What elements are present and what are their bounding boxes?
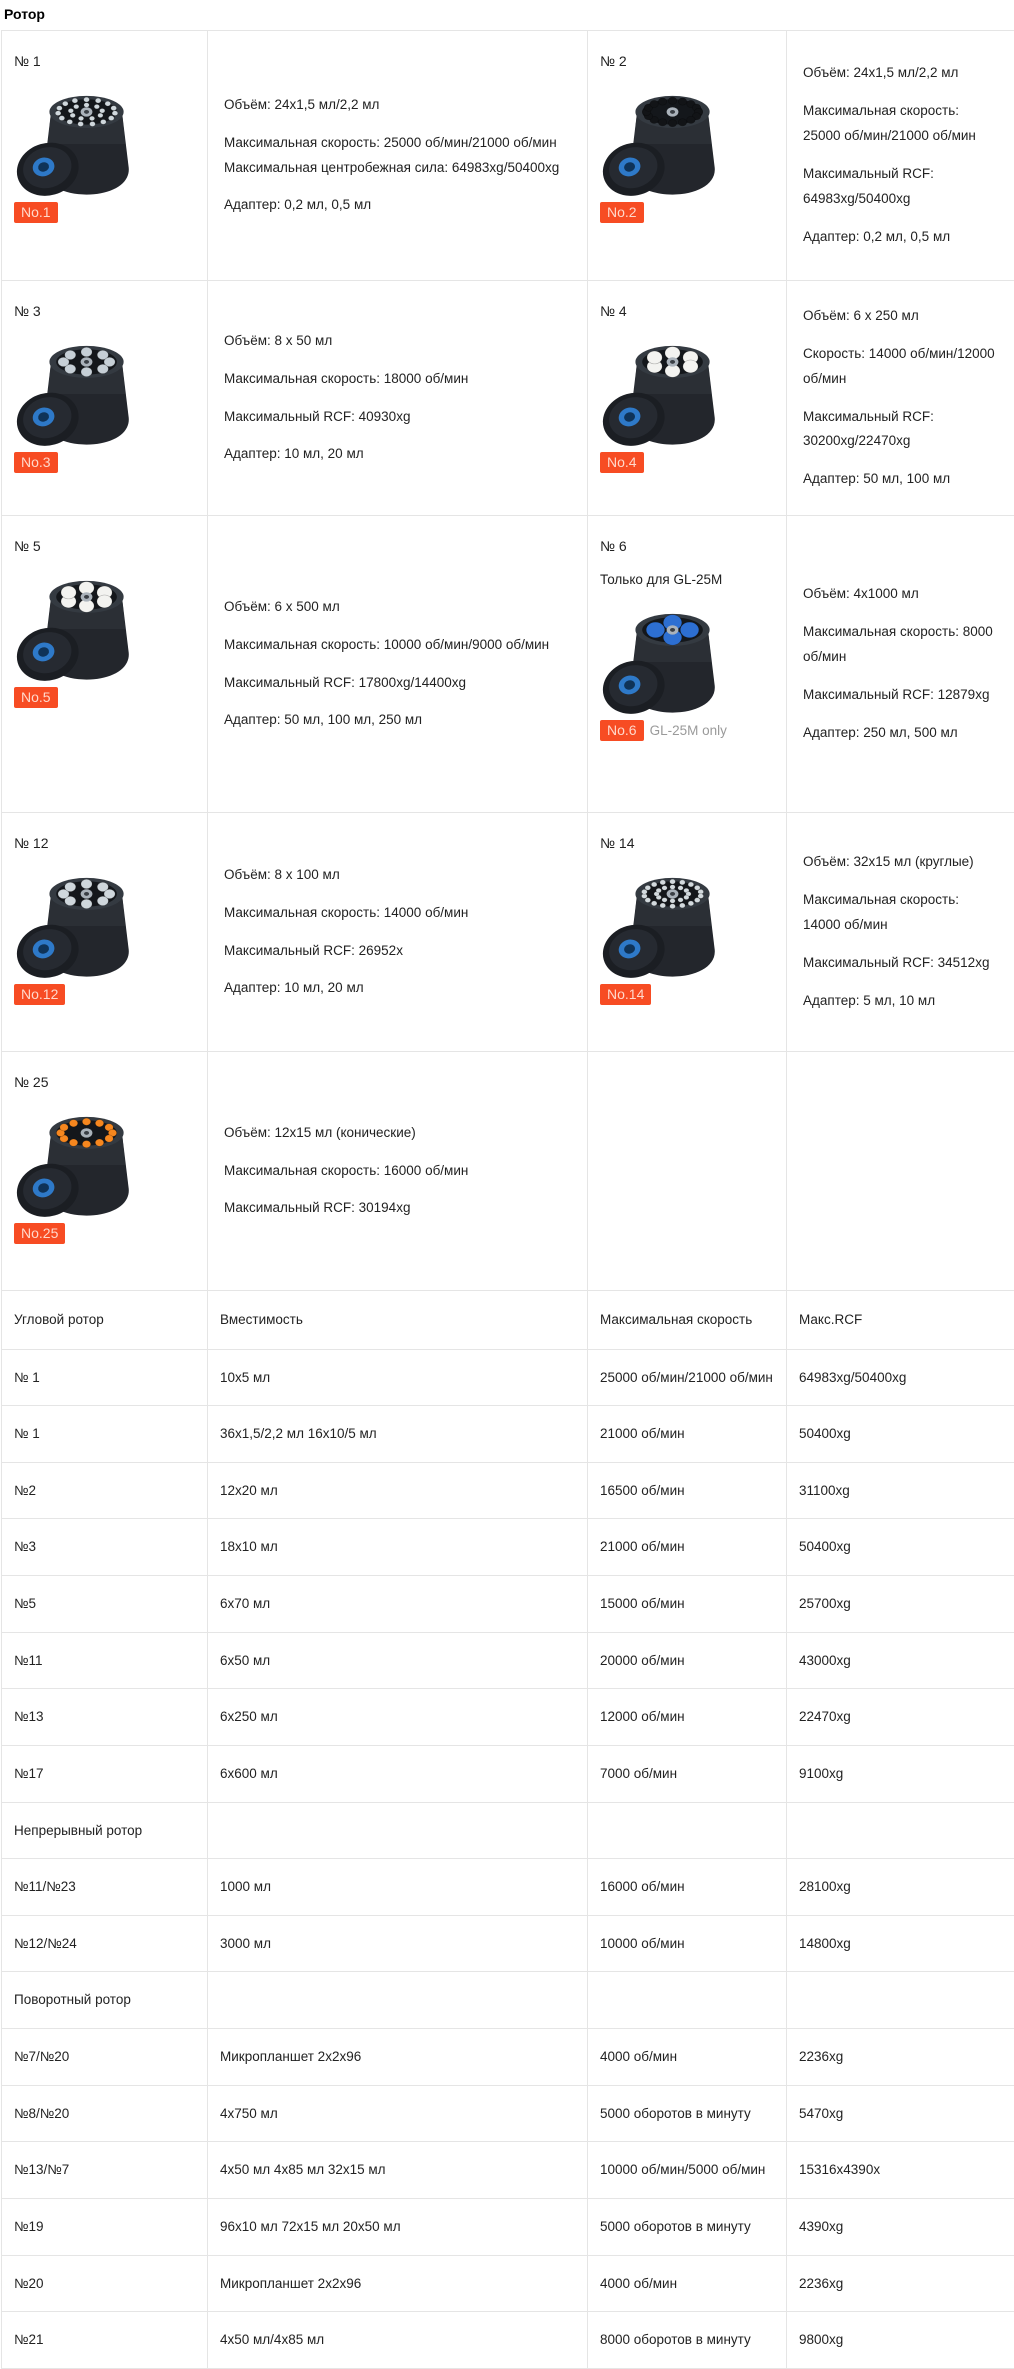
- spec-paragraph: Объём: 32x15 мл (круглые): [803, 850, 999, 875]
- spec-table-row: [2, 1349, 1014, 1406]
- rotor-spec-cell: [787, 813, 1014, 1052]
- spec-table-cell: 12x20 мл: [208, 1462, 588, 1519]
- spec-table-cell: Поворотный ротор: [2, 1972, 208, 2029]
- spec-table-cell: 6x50 мл: [208, 1632, 588, 1689]
- spec-table-header-row: [2, 1291, 1014, 1350]
- spec-table-cell: 3000 мл: [208, 1915, 588, 1972]
- rotor-image: [14, 323, 197, 454]
- spec-paragraph: Максимальная скорость: 14000 об/мин: [224, 901, 571, 926]
- spec-table-cell: 4x50 мл 4x85 мл 32x15 мл: [208, 2142, 588, 2199]
- rotor-number-label: № 3: [14, 303, 197, 319]
- spec-table-cell: 5470xg: [787, 2085, 1014, 2142]
- spec-paragraph: Максимальный RCF: 12879xg: [803, 683, 999, 708]
- rotor-number-badge: No.12: [14, 984, 65, 1005]
- rotor-spec-cell: [787, 1052, 1014, 1291]
- rotor-number-badge: No.25: [14, 1223, 65, 1244]
- spec-table-header-cell: Вместимость: [208, 1291, 588, 1350]
- spec-table-row: [2, 1972, 1014, 2029]
- spec-table-cell: 6x70 мл: [208, 1576, 588, 1633]
- rotor-cell: [2, 813, 208, 1052]
- spec-table-cell: 21000 об/мин: [588, 1519, 787, 1576]
- spec-paragraph: Объём: 12x15 мл (конические): [224, 1121, 571, 1146]
- spec-table-cell: 64983xg/50400xg: [787, 1349, 1014, 1406]
- spec-table-cell: №7/№20: [2, 2029, 208, 2086]
- spec-paragraph: Адаптер: 50 мл, 100 мл, 250 мл: [224, 708, 571, 733]
- spec-paragraph: Адаптер: 0,2 мл, 0,5 мл: [803, 225, 999, 250]
- spec-paragraph: Максимальная скорость: 16000 об/мин: [224, 1159, 571, 1184]
- spec-table-cell: №12/№24: [2, 1915, 208, 1972]
- spec-paragraph: Объём: 6 x 250 мл: [803, 304, 999, 329]
- spec-table-header-cell: Макс.RCF: [787, 1291, 1014, 1350]
- spec-table-cell: №8/№20: [2, 2085, 208, 2142]
- spec-table-cell: 21000 об/мин: [588, 1406, 787, 1463]
- spec-table-cell: 7000 об/мин: [588, 1745, 787, 1802]
- spec-table-row: [2, 2029, 1014, 2086]
- rotor-cell: [2, 31, 208, 281]
- spec-table-cell: 4x750 мл: [208, 2085, 588, 2142]
- spec-table-cell: 5000 оборотов в минуту: [588, 2085, 787, 2142]
- spec-table-cell: №11/№23: [2, 1859, 208, 1916]
- spec-table-cell: 15000 об/мин: [588, 1576, 787, 1633]
- spec-table-cell: № 1: [2, 1406, 208, 1463]
- spec-table-cell: 4000 об/мин: [588, 2255, 787, 2312]
- spec-paragraph: Максимальный RCF: 30200xg/22470xg: [803, 405, 999, 455]
- rotor-cell: [588, 281, 787, 516]
- rotor-number-label: № 1: [14, 53, 197, 69]
- spec-table-row: [2, 1689, 1014, 1746]
- spec-table-cell: 6x600 мл: [208, 1745, 588, 1802]
- spec-table-row: [2, 1745, 1014, 1802]
- spec-table-row: [2, 1519, 1014, 1576]
- spec-paragraph: Максимальная скорость: 8000 об/мин: [803, 620, 999, 670]
- rotor-badge-row: [14, 984, 197, 1005]
- spec-table-cell: 15316x4390x: [787, 2142, 1014, 2199]
- spec-paragraph: Объём: 24x1,5 мл/2,2 мл: [803, 61, 999, 86]
- spec-table-row: [2, 1632, 1014, 1689]
- spec-table-cell: 96x10 мл 72x15 мл 20x50 мл: [208, 2198, 588, 2255]
- spec-table-cell: 16500 об/мин: [588, 1462, 787, 1519]
- rotor-number-label: № 2: [600, 53, 776, 69]
- rotor-image: [14, 855, 197, 986]
- spec-paragraph: Адаптер: 0,2 мл, 0,5 мл: [224, 193, 571, 218]
- spec-table-cell: №17: [2, 1745, 208, 1802]
- spec-table-header-cell: Максимальная скорость: [588, 1291, 787, 1350]
- spec-table-cell: №11: [2, 1632, 208, 1689]
- spec-paragraph: Адаптер: 10 мл, 20 мл: [224, 442, 571, 467]
- gallery-row: [2, 281, 1014, 516]
- rotor-image: [14, 73, 197, 204]
- spec-table-cell: №13: [2, 1689, 208, 1746]
- spec-paragraph: Объём: 6 x 500 мл: [224, 595, 571, 620]
- rotor-cell: [588, 813, 787, 1052]
- spec-table-cell: 36x1,5/2,2 мл 16x10/5 мл: [208, 1406, 588, 1463]
- spec-table-cell: №21: [2, 2312, 208, 2369]
- spec-table-cell: 4x50 мл/4x85 мл: [208, 2312, 588, 2369]
- spec-paragraph: Объём: 8 x 50 мл: [224, 329, 571, 354]
- spec-table-cell: №2: [2, 1462, 208, 1519]
- rotor-image-caption: GL-25M only: [650, 723, 727, 738]
- rotor-badge-row: [14, 687, 197, 708]
- spec-table-cell: 4000 об/мин: [588, 2029, 787, 2086]
- spec-paragraph: Объём: 4x1000 мл: [803, 582, 999, 607]
- spec-table-cell: 10000 об/мин: [588, 1915, 787, 1972]
- spec-table-cell: Непрерывный ротор: [2, 1802, 208, 1859]
- rotor-number-badge: No.2: [600, 202, 644, 223]
- spec-table-cell: 50400xg: [787, 1519, 1014, 1576]
- spec-table-row: [2, 2198, 1014, 2255]
- rotor-cell: [588, 1052, 787, 1291]
- spec-paragraph: Объём: 24x1,5 мл/2,2 мл: [224, 93, 571, 118]
- spec-table-cell: 20000 об/мин: [588, 1632, 787, 1689]
- spec-paragraph: Максимальная скорость: 18000 об/мин: [224, 367, 571, 392]
- spec-table-cell: 2236xg: [787, 2029, 1014, 2086]
- spec-table-row: [2, 1406, 1014, 1463]
- spec-table-cell: №3: [2, 1519, 208, 1576]
- spec-table-cell: 18x10 мл: [208, 1519, 588, 1576]
- rotor-cell: [588, 31, 787, 281]
- spec-table-cell: Микропланшет 2x2x96: [208, 2255, 588, 2312]
- gallery-row: [2, 813, 1014, 1052]
- rotor-image: [600, 323, 776, 454]
- spec-table-cell: 10x5 мл: [208, 1349, 588, 1406]
- rotor-spec-cell: [208, 516, 588, 813]
- spec-paragraph: Адаптер: 5 мл, 10 мл: [803, 989, 999, 1014]
- rotor-number-label: № 4: [600, 303, 776, 319]
- rotor-badge-row: [14, 202, 197, 223]
- spec-paragraph: Максимальный RCF: 40930xg: [224, 405, 571, 430]
- spec-table-cell: 31100xg: [787, 1462, 1014, 1519]
- spec-table-cell: 8000 оборотов в минуту: [588, 2312, 787, 2369]
- spec-table-cell: №20: [2, 2255, 208, 2312]
- spec-paragraph: Адаптер: 50 мл, 100 мл: [803, 467, 999, 492]
- rotor-number-label: № 14: [600, 835, 776, 851]
- rotor-number-badge: No.4: [600, 452, 644, 473]
- spec-table-cell: Микропланшет 2x2x96: [208, 2029, 588, 2086]
- rotor-image: [600, 73, 776, 204]
- spec-table-cell: 1000 мл: [208, 1859, 588, 1916]
- spec-table-cell: №5: [2, 1576, 208, 1633]
- rotor-badge-row: [600, 202, 776, 223]
- spec-table-cell: 2236xg: [787, 2255, 1014, 2312]
- rotor-image: [14, 558, 197, 689]
- spec-table-header-cell: Угловой ротор: [2, 1291, 208, 1350]
- rotor-cell: [588, 516, 787, 813]
- gallery-row: [2, 516, 1014, 813]
- spec-table-cell: 25000 об/мин/21000 об/мин: [588, 1349, 787, 1406]
- rotor-spec-cell: [208, 31, 588, 281]
- spec-table-cell: 43000xg: [787, 1632, 1014, 1689]
- spec-table-cell: 25700xg: [787, 1576, 1014, 1633]
- rotor-number-badge: No.3: [14, 452, 58, 473]
- spec-table-cell: № 1: [2, 1349, 208, 1406]
- rotor-number-label: № 6: [600, 538, 776, 554]
- rotor-badge-row: [600, 984, 776, 1005]
- spec-table-row: [2, 2142, 1014, 2199]
- spec-table-cell: 10000 об/мин/5000 об/мин: [588, 2142, 787, 2199]
- spec-table-cell: [787, 1972, 1014, 2029]
- rotor-cell: [2, 281, 208, 516]
- spec-paragraph: Адаптер: 10 мл, 20 мл: [224, 976, 571, 1001]
- rotor-spec-cell: [208, 281, 588, 516]
- rotor-badge-row: [14, 1223, 197, 1244]
- spec-table-row: [2, 2085, 1014, 2142]
- spec-paragraph: Максимальный RCF: 34512xg: [803, 951, 999, 976]
- spec-table-cell: 16000 об/мин: [588, 1859, 787, 1916]
- spec-table-cell: 9800xg: [787, 2312, 1014, 2369]
- rotor-spec-cell: [208, 1052, 588, 1291]
- rotor-number-label: № 12: [14, 835, 197, 851]
- rotor-badge-row: [600, 720, 776, 741]
- rotor-image: [14, 1094, 197, 1225]
- spec-table-cell: 6x250 мл: [208, 1689, 588, 1746]
- rotor-number-badge: No.5: [14, 687, 58, 708]
- spec-table-cell: 5000 оборотов в минуту: [588, 2198, 787, 2255]
- rotor-badge-row: [600, 452, 776, 473]
- page-title: Ротор: [4, 6, 1014, 22]
- spec-table-cell: [588, 1972, 787, 2029]
- spec-table-cell: 9100xg: [787, 1745, 1014, 1802]
- spec-table-cell: 50400xg: [787, 1406, 1014, 1463]
- spec-table-row: [2, 1462, 1014, 1519]
- spec-table-cell: №19: [2, 2198, 208, 2255]
- spec-table-cell: 14800xg: [787, 1915, 1014, 1972]
- spec-table-cell: 4390xg: [787, 2198, 1014, 2255]
- spec-table-row: [2, 2255, 1014, 2312]
- spec-table-cell: 22470xg: [787, 1689, 1014, 1746]
- rotor-number-badge: No.1: [14, 202, 58, 223]
- rotor-spec-cell: [787, 281, 1014, 516]
- spec-table-cell: 12000 об/мин: [588, 1689, 787, 1746]
- rotor-badge-row: [14, 452, 197, 473]
- spec-paragraph: Максимальный RCF: 17800xg/14400xg: [224, 671, 571, 696]
- rotor-spec-cell: [787, 31, 1014, 281]
- rotor-cell: [2, 516, 208, 813]
- spec-paragraph: Максимальная скорость: 10000 об/мин/9000 об/мин: [224, 633, 571, 658]
- spec-paragraph: Объём: 8 x 100 мл: [224, 863, 571, 888]
- rotor-image: [600, 591, 776, 722]
- rotor-image: [600, 855, 776, 986]
- spec-table-row: [2, 1859, 1014, 1916]
- spec-paragraph: Адаптер: 250 мл, 500 мл: [803, 721, 999, 746]
- spec-paragraph: Максимальная скорость: 14000 об/мин: [803, 888, 999, 938]
- gallery-row: [2, 1052, 1014, 1291]
- spec-table-cell: [787, 1802, 1014, 1859]
- spec-table-cell: [588, 1802, 787, 1859]
- spec-table-row: [2, 1576, 1014, 1633]
- rotor-number-label: № 5: [14, 538, 197, 554]
- spec-paragraph: Максимальный RCF: 26952x: [224, 939, 571, 964]
- rotor-compat-note: Только для GL-25M: [600, 572, 776, 587]
- rotor-table: [1, 30, 1014, 2369]
- rotor-spec-cell: [787, 516, 1014, 813]
- spec-table-cell: [208, 1972, 588, 2029]
- rotor-number-label: № 25: [14, 1074, 197, 1090]
- spec-table-cell: [208, 1802, 588, 1859]
- rotor-cell: [2, 1052, 208, 1291]
- spec-table-cell: №13/№7: [2, 2142, 208, 2199]
- spec-paragraph: Максимальный RCF: 30194xg: [224, 1196, 571, 1221]
- spec-paragraph: Максимальная скорость: 25000 об/мин/21000 об/мин: [803, 99, 999, 149]
- spec-table-row: [2, 1915, 1014, 1972]
- rotor-spec-cell: [208, 813, 588, 1052]
- spec-paragraph: Максимальная скорость: 25000 об/мин/21000 об/мин Максимальная центробежная сила: 64983xg/50400xg: [224, 131, 571, 181]
- rotor-number-badge: No.14: [600, 984, 651, 1005]
- spec-table-cell: 28100xg: [787, 1859, 1014, 1916]
- spec-paragraph: Максимальный RCF: 64983xg/50400xg: [803, 162, 999, 212]
- spec-paragraph: Скорость: 14000 об/мин/12000 об/мин: [803, 342, 999, 392]
- gallery-row: [2, 31, 1014, 281]
- spec-table-row: [2, 2312, 1014, 2369]
- spec-table-row: [2, 1802, 1014, 1859]
- rotor-number-badge: No.6: [600, 720, 644, 741]
